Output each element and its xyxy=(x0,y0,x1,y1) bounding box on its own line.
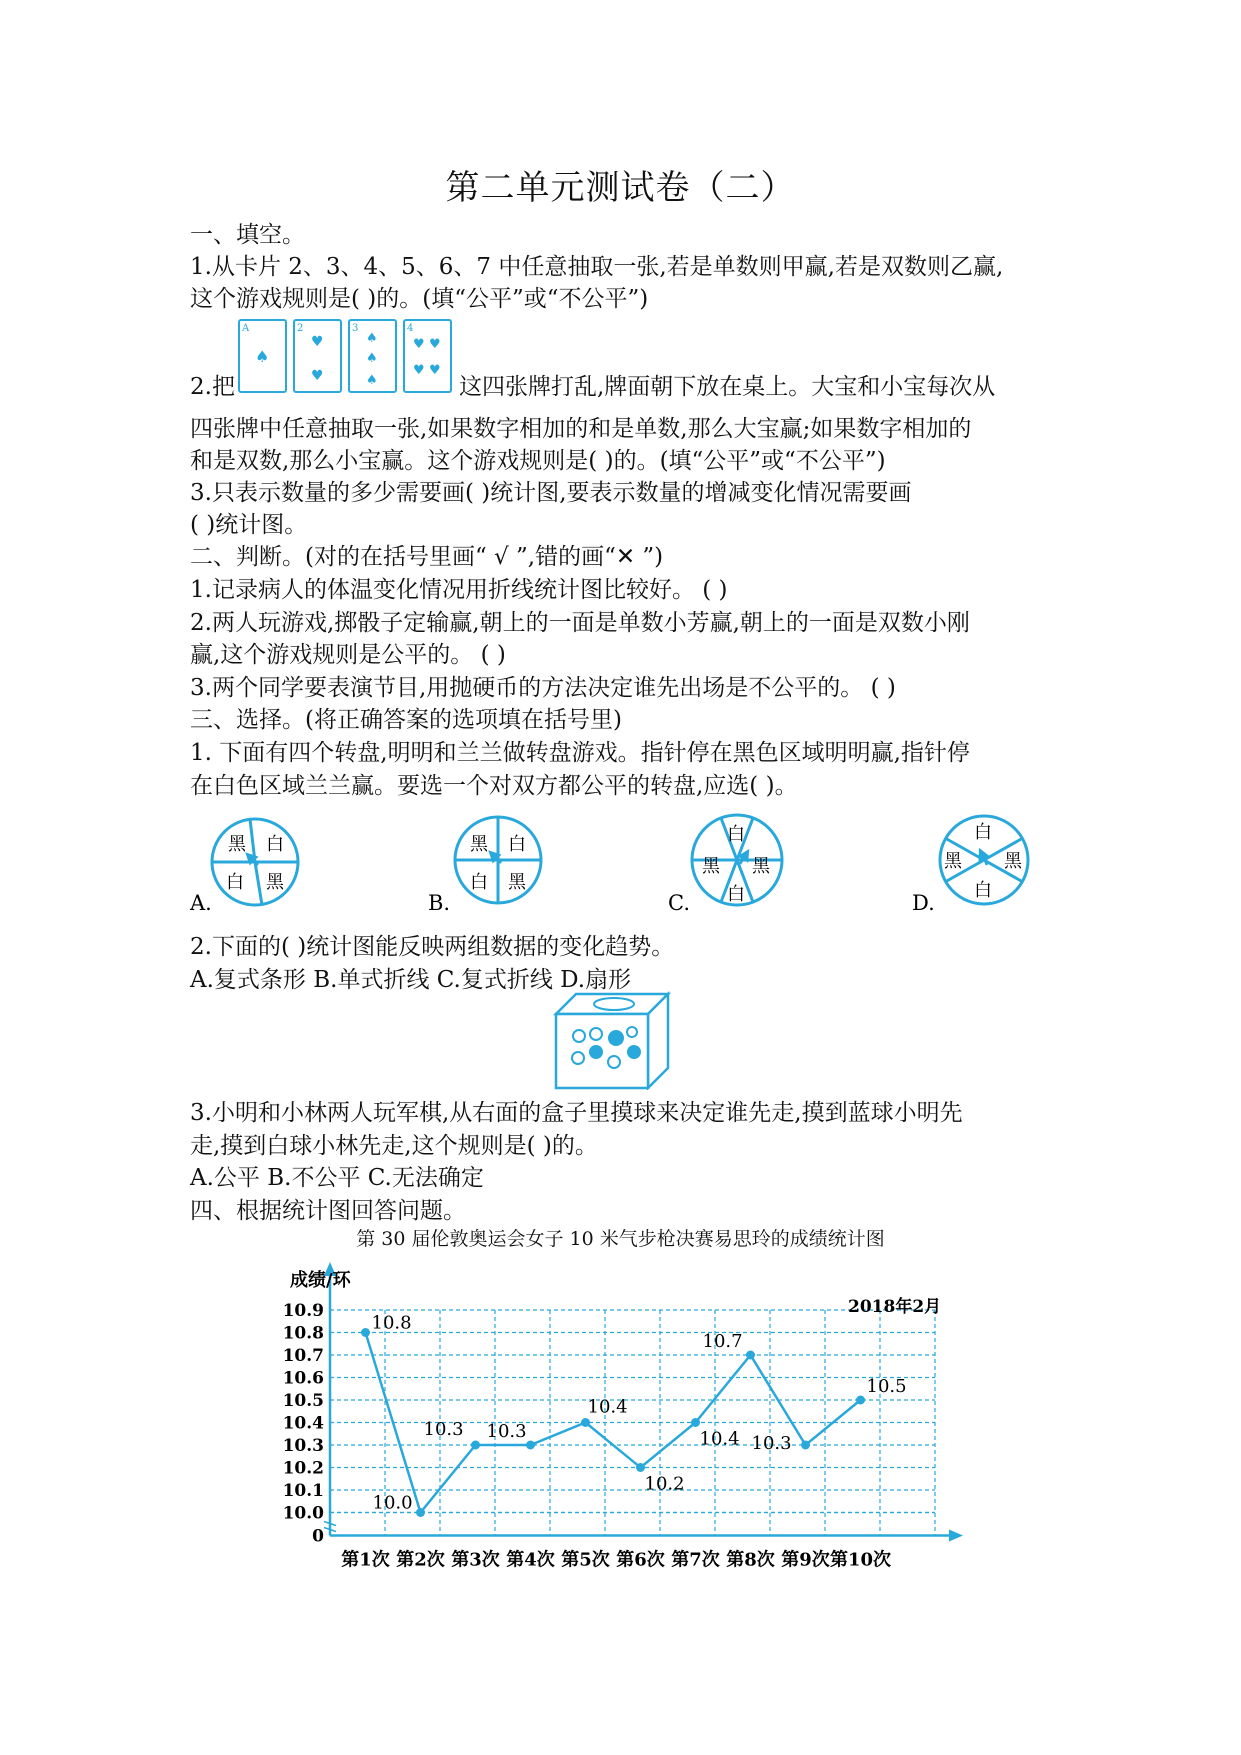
s1-q1-line1: 1.从卡片 2、3、4、5、6、7 中任意抽取一张,若是单数则甲赢,若是双数则乙赢, xyxy=(190,254,1004,280)
card-three-rank: 3 xyxy=(351,323,359,334)
chart-date-note: 2018年2月 xyxy=(848,1297,942,1317)
x-tick-label: 第5次 xyxy=(561,1549,610,1571)
y-axis-label: 成绩/环 xyxy=(290,1270,351,1291)
card-ace-rank: A xyxy=(241,323,250,334)
data-label: 10.5 xyxy=(866,1376,907,1397)
data-label: 10.3 xyxy=(751,1433,792,1454)
x-tick-label: 第3次 xyxy=(451,1549,500,1571)
heart-icon: ♥ xyxy=(310,368,324,384)
section2-heading: 二、判断。(对的在括号里画“ √ ”,错的画“✕ ”) xyxy=(190,544,664,570)
spinner-a xyxy=(189,819,298,915)
spinner-c-white-label: 白 xyxy=(727,884,745,905)
option-d-label: D. xyxy=(912,891,935,915)
spinner-a-black-label: 黑 xyxy=(266,872,284,893)
data-point xyxy=(471,1441,480,1450)
data-label: 10.7 xyxy=(702,1331,743,1352)
spinner-a-white-label: 白 xyxy=(266,834,284,855)
spinner-b-white-label: 白 xyxy=(470,872,488,893)
option-b-label: B. xyxy=(428,891,451,915)
spinner-b-white-label: 白 xyxy=(508,834,526,855)
s2-line4: 3.两个同学要表演节目,用抛硬币的方法决定谁先出场是不公平的。 ( ) xyxy=(190,675,896,701)
card-ace xyxy=(239,320,286,392)
spinner-d-white-label: 白 xyxy=(974,880,992,901)
data-point xyxy=(856,1396,865,1405)
s3-q2-line: 2.下面的( )统计图能反映两组数据的变化趋势。 xyxy=(190,934,675,960)
heart-icon: ♥ xyxy=(412,363,425,378)
data-point xyxy=(581,1418,590,1427)
data-point xyxy=(361,1328,370,1337)
s1-q3-line1: 3.只表示数量的多少需要画( )统计图,要表示数量的增减变化情况需要画 xyxy=(190,480,912,506)
s2-line3: 赢,这个游戏规则是公平的。 ( ) xyxy=(190,642,506,668)
y-tick-label: 10.2 xyxy=(282,1458,324,1479)
option-c-label: C. xyxy=(668,891,690,915)
option-a-label: A. xyxy=(190,891,212,915)
s3-q1-line1: 1. 下面有四个转盘,明明和兰兰做转盘游戏。指针停在黑色区域明明赢,指针停 xyxy=(190,740,970,766)
s3-q3-options: A.公平 B.不公平 C.无法确定 xyxy=(190,1165,484,1191)
x-axis-arrow-icon xyxy=(949,1530,963,1542)
x-tick-label: 第10次 xyxy=(829,1549,892,1571)
spinners-figure xyxy=(0,810,1241,920)
s1-q2-line3: 和是双数,那么小宝赢。这个游戏规则是( )的。(填“公平”或“不公平”) xyxy=(190,448,886,474)
data-label: 10.0 xyxy=(372,1492,413,1514)
s1-q2-suffix: 这四张牌打乱,牌面朝下放在桌上。大宝和小宝每次从 xyxy=(458,374,996,400)
data-label: 10.4 xyxy=(699,1428,740,1450)
y-tick-label: 10.1 xyxy=(282,1481,324,1501)
y-tick-label: 10.4 xyxy=(282,1413,324,1434)
s3-q2-options: A.复式条形 B.单式折线 C.复式折线 D.扇形 xyxy=(190,967,632,993)
card-two xyxy=(294,320,341,392)
spinner-c-black-label: 黑 xyxy=(702,856,720,877)
spinner-c-black-label: 黑 xyxy=(752,856,770,877)
x-tick-label: 第8次 xyxy=(726,1549,775,1571)
data-point xyxy=(746,1351,755,1360)
spade-icon: ♠ xyxy=(365,331,378,346)
heart-icon: ♥ xyxy=(428,363,441,378)
s2-line2: 2.两人玩游戏,掷骰子定输赢,朝上的一面是单数小芳赢,朝上的一面是双数小刚 xyxy=(190,610,970,636)
spinner-d xyxy=(912,816,1028,915)
spade-icon: ♠ xyxy=(254,347,270,366)
spinner-a-white-label: 白 xyxy=(226,872,244,893)
data-point xyxy=(636,1463,645,1472)
y-tick-label: 10.7 xyxy=(282,1346,324,1366)
s1-q3-line2: ( )统计图。 xyxy=(190,512,308,538)
data-point xyxy=(691,1418,700,1427)
x-tick-label: 第6次 xyxy=(616,1549,665,1571)
section3-heading: 三、选择。(将正确答案的选项填在括号里) xyxy=(190,707,622,733)
x-tick-label: 第1次 xyxy=(341,1549,390,1571)
y-tick-label: 10.6 xyxy=(282,1368,324,1389)
data-point xyxy=(416,1508,425,1517)
data-label: 10.3 xyxy=(486,1421,527,1442)
spinner-c xyxy=(668,815,782,915)
spade-icon: ♠ xyxy=(365,351,378,366)
x-tick-label: 第2次 xyxy=(396,1549,445,1571)
y-tick-label: 10.9 xyxy=(282,1301,324,1321)
card-four xyxy=(404,320,451,392)
spinner-d-black-label: 黑 xyxy=(1004,851,1022,872)
page-title: 第二单元测试卷（二） xyxy=(445,168,796,208)
heart-icon: ♥ xyxy=(428,337,441,352)
section4-heading: 四、根据统计图回答问题。 xyxy=(190,1198,466,1224)
s3-q1-line2: 在白色区域兰兰赢。要选一个对双方都公平的转盘,应选( )。 xyxy=(190,773,798,799)
spinner-b-black-label: 黑 xyxy=(508,872,526,893)
data-label: 10.2 xyxy=(644,1473,685,1495)
spinner-d-black-label: 黑 xyxy=(944,851,962,872)
x-tick-label: 第9次 xyxy=(781,1549,830,1571)
spinner-c-white-label: 白 xyxy=(727,824,745,845)
spinner-a-black-label: 黑 xyxy=(228,834,246,855)
data-label: 10.3 xyxy=(423,1419,464,1440)
card-four-rank: 4 xyxy=(406,323,414,334)
s3-q3-line1: 3.小明和小林两人玩军棋,从右面的盒子里摸球来决定谁先走,摸到蓝球小明先 xyxy=(190,1100,963,1126)
x-tick-label: 第4次 xyxy=(506,1549,555,1571)
x-tick-label: 第7次 xyxy=(671,1549,720,1571)
y-tick-label: 10.3 xyxy=(282,1436,324,1456)
s1-q2-line2: 四张牌中任意抽取一张,如果数字相加的和是单数,那么大宝赢;如果数字相加的 xyxy=(190,416,972,442)
heart-icon: ♥ xyxy=(310,334,324,350)
line-chart xyxy=(0,1250,1241,1595)
y-tick-label: 0 xyxy=(312,1526,324,1547)
spinner-b xyxy=(428,817,541,915)
y-tick-label: 10.0 xyxy=(282,1503,324,1524)
s1-q2-prefix: 2.把 xyxy=(190,374,235,400)
y-tick-label: 10.5 xyxy=(282,1391,324,1411)
data-label: 10.8 xyxy=(371,1312,412,1334)
playing-cards xyxy=(237,318,457,425)
s2-line1: 1.记录病人的体温变化情况用折线统计图比较好。 ( ) xyxy=(190,577,728,603)
spade-icon: ♠ xyxy=(365,373,378,388)
data-label: 10.4 xyxy=(587,1396,628,1418)
s3-q3-line2: 走,摸到白球小林先走,这个规则是( )的。 xyxy=(190,1133,598,1159)
s1-q1-line2: 这个游戏规则是( )的。(填“公平”或“不公平”) xyxy=(190,286,649,312)
s1-q2-line1 xyxy=(190,318,996,400)
chart-title: 第 30 届伦敦奥运会女子 10 米气步枪决赛易思玲的成绩统计图 xyxy=(356,1228,885,1250)
spinner-b-black-label: 黑 xyxy=(470,834,488,855)
ball-box-icon xyxy=(552,990,672,1090)
card-two-rank: 2 xyxy=(296,323,304,334)
heart-icon: ♥ xyxy=(412,337,425,352)
spinner-d-white-label: 白 xyxy=(974,822,992,843)
section1-heading: 一、填空。 xyxy=(190,222,305,248)
y-tick-label: 10.8 xyxy=(282,1323,324,1344)
data-point xyxy=(801,1441,810,1450)
card-three xyxy=(349,320,396,392)
data-point xyxy=(526,1441,535,1450)
